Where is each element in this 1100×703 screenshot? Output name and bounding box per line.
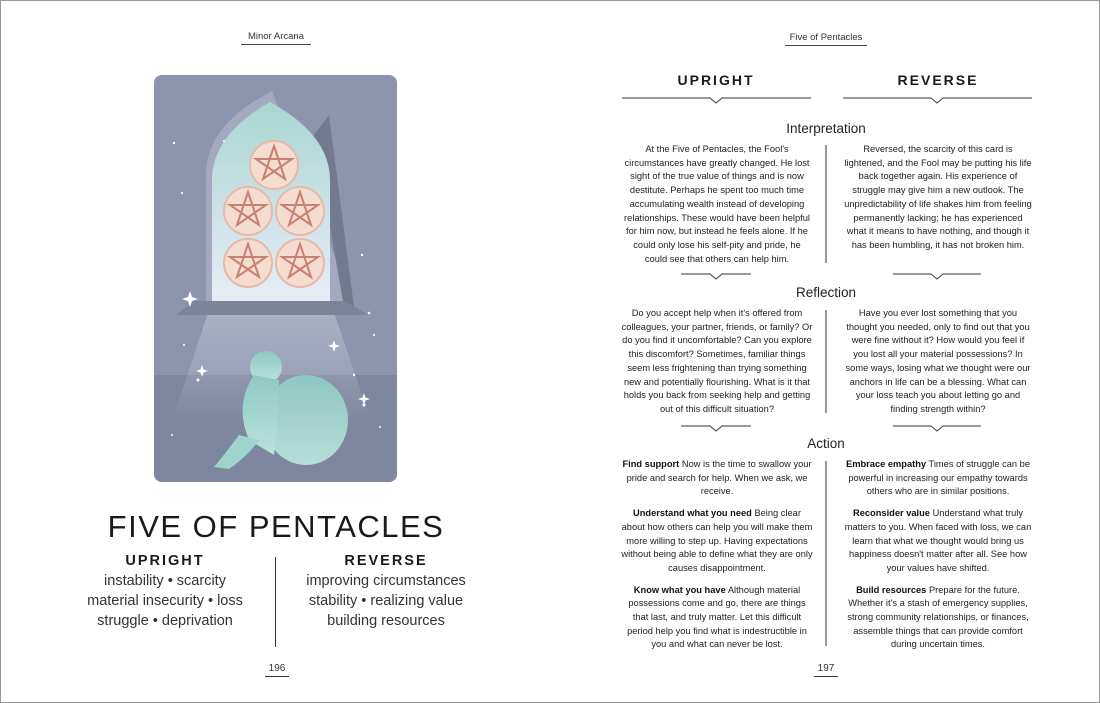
interpretation-reverse-text: Reversed, the scarcity of this card is lightened, and the Fool may be putting his life back together again. His experience of struggle may give him a new outlook. The unpredictability of life shakes him from feeling permanently lacking; he has experienced what it means to have nothing, and though it has been humbling, it has not broken him. bbox=[844, 144, 1032, 250]
interpretation-heading: Interpretation bbox=[786, 121, 866, 136]
reverse-heading: REVERSE bbox=[344, 553, 428, 569]
page-number-right bbox=[814, 663, 838, 677]
action-label: Find support bbox=[622, 459, 680, 469]
running-head-text: Five of Pentacles bbox=[789, 32, 863, 43]
action-label: Embrace empathy bbox=[846, 459, 927, 469]
keyword-line: material insecurity • loss bbox=[87, 593, 243, 609]
action-item bbox=[621, 507, 813, 576]
action-text: Prepare for the future. Whether it's a stash of emergency supplies, strong community relationships, or finances, assemble things that can provide comfort during uncertain times. bbox=[847, 584, 1029, 650]
action-text: Times of struggle can be powerful in increasing our empathy towards others who are in similar positions. bbox=[848, 459, 1030, 497]
action-label: Build resources bbox=[856, 584, 927, 595]
action-text: Now is the time to swallow your pride and search for help. When we ask, we receive. bbox=[626, 459, 812, 497]
action-label: Understand what you need bbox=[633, 508, 752, 519]
action-item bbox=[621, 584, 813, 653]
page-number-text: 196 bbox=[268, 663, 286, 674]
action-text: Although material possessions come and go, there are things that last, and truly matter. Let this difficult period help you find what is indestructible in you and what can never be lost. bbox=[627, 584, 807, 650]
action-item bbox=[621, 458, 813, 499]
action-heading: Action bbox=[807, 436, 845, 451]
action-label: Know what you have bbox=[633, 584, 726, 595]
reflection-heading: Reflection bbox=[795, 285, 857, 300]
reverse-heading: REVERSE bbox=[897, 72, 979, 88]
running-head-text: Minor Arcana bbox=[248, 31, 304, 42]
interpretation-upright-text: At the Five of Pentacles, the Fool's circumstances have greatly changed. He lost sight of the true value of things and is now destitute. Perhaps he spent too much time accumulating wealth instead of developing relationships. These would have been helpful for him now, but instead he feels alone. If he could only lose his self-pity and pride, he could see that others can help him. bbox=[624, 144, 810, 264]
action-item bbox=[843, 584, 1033, 653]
action-text: Understand what truly matters to you. When faced with loss, we can learn that what we thought would bring us happiness doesn't matter after all. See how your values have shifted. bbox=[844, 508, 1032, 573]
action-text: Being clear about how others can help you will make them more willing to step up. Having expectations without being able to define what they are only causes disappointment. bbox=[621, 508, 813, 573]
reflection-reverse-text: Have you ever lost something that you thought you needed, only to find out that you were fine without it? How would you feel if you lost all your material possessions? In some ways, losing what we thought were our anchors in life can be a blessing. What can your loss teach you about letting go and finding strength within? bbox=[845, 308, 1031, 414]
action-item bbox=[843, 458, 1033, 499]
upright-heading: UPRIGHT bbox=[677, 72, 755, 88]
action-upright-column bbox=[621, 458, 813, 660]
card-title: FIVE OF PENTACLES bbox=[107, 509, 445, 544]
reflection-upright-text: Do you accept help when it's offered from colleagues, your partner, friends, or family? Or do you find it uncomfortable? Can you explore this discomfort? Sometimes, familiar things seem less frightening than trying something new and potentially flourishing. What is it that holds you back from seeking help and getting out of this difficult situation? bbox=[621, 308, 813, 414]
keyword-line: building resources bbox=[327, 613, 445, 629]
upright-heading: UPRIGHT bbox=[125, 553, 205, 569]
keyword-line: struggle • deprivation bbox=[97, 613, 233, 629]
keyword-line: instability • scarcity bbox=[104, 573, 226, 589]
page-number-text: 197 bbox=[817, 663, 835, 674]
keyword-line: stability • realizing value bbox=[308, 593, 464, 609]
keyword-line: improving circumstances bbox=[306, 573, 466, 589]
action-label: Reconsider value bbox=[852, 508, 930, 519]
action-item bbox=[843, 507, 1033, 576]
action-reverse-column bbox=[843, 458, 1033, 660]
